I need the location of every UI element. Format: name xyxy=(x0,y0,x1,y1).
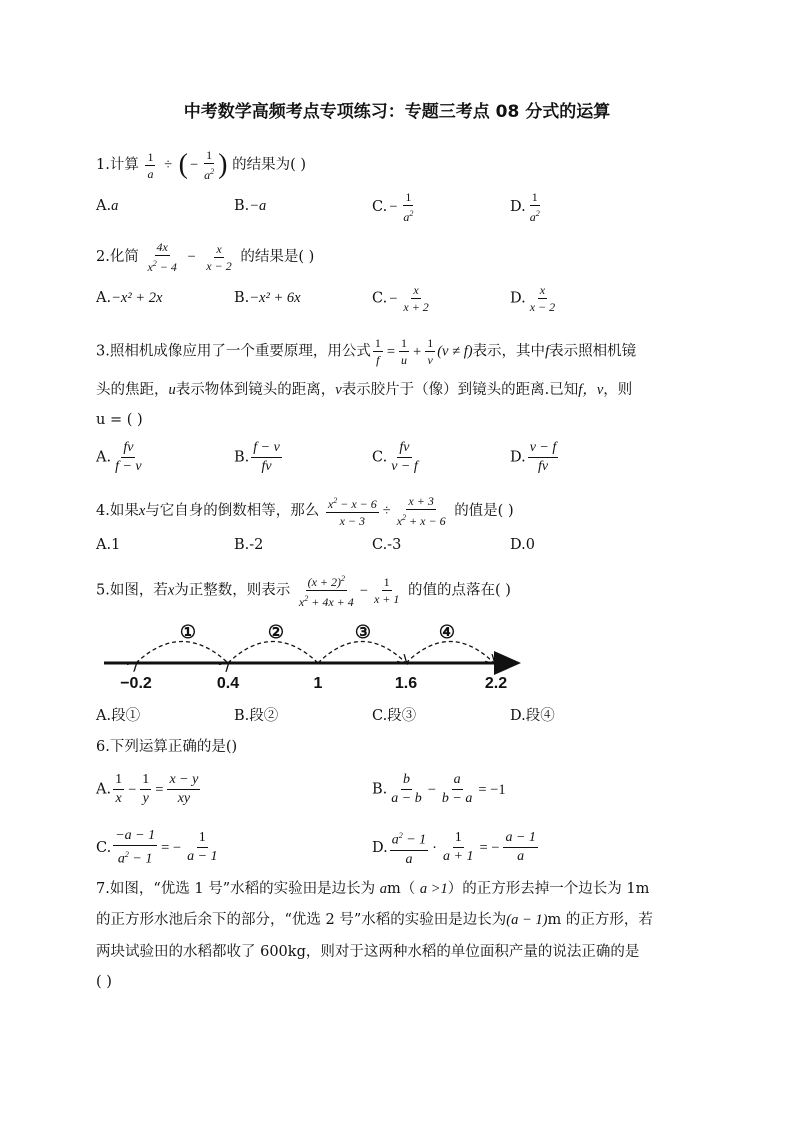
q5-option-d[interactable]: D.段④ xyxy=(510,708,555,724)
q2-option-b[interactable]: B.−x² + 6x xyxy=(234,290,301,306)
q4-option-a[interactable]: A.1 xyxy=(96,537,121,553)
tick-label-5: 2.2 xyxy=(484,675,508,692)
q1-option-b[interactable]: B.−a xyxy=(234,198,267,214)
q2-option-c[interactable]: C. − $\frac{x}{x + 2}$ xyxy=(372,283,429,314)
q6-option-d[interactable]: D. $\frac{a^2 - 1}{a}$ · $\frac{1}{a + 1}$ = − $\frac{a - 1}{a}$ xyxy=(372,828,540,868)
q1-prefix: 1.计算 xyxy=(96,157,139,173)
segment-label-4: ④ xyxy=(438,622,456,642)
question-7-line-3: 两块试验田的水稻都收了 600kg，则对于这两种水稻的单位面积产量的说法正确的是 xyxy=(96,944,640,960)
tick-label-2: 0.4 xyxy=(216,675,240,692)
q2-suffix: 的结果是( ) xyxy=(240,249,315,265)
tick-label-1: −0.2 xyxy=(120,675,152,692)
segment-label-2: ② xyxy=(267,622,285,642)
segment-label-3: ③ xyxy=(354,622,372,642)
q4-option-d[interactable]: D.0 xyxy=(510,537,535,553)
q5-option-b[interactable]: B.段② xyxy=(234,708,279,724)
question-3-line-2: 头的焦距，u表示物体到镜头的距离，v表示胶片于（像）到镜头的距离.已知f，v，则 xyxy=(96,382,633,398)
q1-option-a[interactable]: A.a xyxy=(96,198,119,214)
q1-option-c[interactable]: C. − $\frac{1}{a^2}$ xyxy=(372,190,414,224)
question-3-line-1: 3.照相机成像应用了一个重要原理，用公式 $\frac{1}{f}$ = $\frac{1}{u}$ + $\frac{1}{v}$ (v ≠ f)表示，其中f表示照相机镜 xyxy=(96,336,637,367)
q5-option-a[interactable]: A.段① xyxy=(96,708,141,724)
q1-frac-2: $\frac{1}{a^2}$ xyxy=(204,148,215,182)
arc-1 xyxy=(136,642,228,664)
question-7-line-4: ( ) xyxy=(96,974,112,990)
q3-option-a[interactable]: A. $\frac{fv}{f - v}$ xyxy=(96,440,142,474)
q6-option-c[interactable]: C. $\frac{-a - 1}{a^2 - 1}$ = − $\frac{1}{a - 1}$ xyxy=(96,828,218,867)
arc-4 xyxy=(406,642,494,664)
q3-option-c[interactable]: C. $\frac{fv}{v - f}$ xyxy=(372,440,418,474)
tick-label-4: 1.6 xyxy=(394,675,418,692)
q6-option-a[interactable]: A. $\frac{1}{x}$ − $\frac{1}{y}$ = $\frac{x - y}{xy}$ xyxy=(96,772,199,806)
question-4: 4.如果x与它自身的倒数相等，那么 $\frac{x^2 - x - 6}{x - 3}$ ÷ $\frac{x + 3}{x^2 + x - 6}$ 的值是( ) xyxy=(96,494,514,528)
tick-label-3: 1 xyxy=(313,675,323,692)
question-1: 1.计算 $\frac{1}{a}$ ÷ ( − $\frac{1}{a^2}$ ) 的结果为( ) xyxy=(96,148,307,182)
q4-option-b[interactable]: B.-2 xyxy=(234,537,264,553)
arc-3 xyxy=(318,642,406,664)
q3-option-d[interactable]: D. $\frac{v - f}{fv}$ xyxy=(510,440,557,474)
question-2: 2.化简 $\frac{4x}{x^2 - 4}$ − $\frac{x}{x - 2}$ 的结果是( ) xyxy=(96,240,315,274)
q1-option-d[interactable]: D. $\frac{1}{a^2}$ xyxy=(510,190,540,224)
question-5: 5.如图，若x为正整数，则表示 $\frac{(x + 2)^2}{x^2 + 4x + 4}$ − $\frac{1}{x + 1}$ 的值的点落在( ) xyxy=(96,574,511,609)
page-title: 中考数学高频考点专项练习：专题三考点 08 分式的运算 xyxy=(183,102,611,122)
q2-option-a[interactable]: A.−x² + 2x xyxy=(96,290,163,306)
q5-option-c[interactable]: C.段③ xyxy=(372,708,417,724)
q6-option-b[interactable]: B. $\frac{b}{a - b}$ − $\frac{a}{b - a}$ = −1 xyxy=(372,772,506,806)
question-3-line-3: u = ( ) xyxy=(96,412,143,428)
q2-frac-2: $\frac{x}{x - 2}$ xyxy=(206,241,232,273)
q2-option-d[interactable]: D. $\frac{x}{x - 2}$ xyxy=(510,283,556,314)
arc-2 xyxy=(228,642,318,664)
question-6: 6.下列运算正确的是() xyxy=(96,739,238,755)
question-7-line-2: 的正方形水池后余下的部分，“优选 2 号”水稻的实验田是边长为(a − 1)m 的正方形，若 xyxy=(96,912,653,928)
q1-suffix: 的结果为( ) xyxy=(232,157,307,173)
q1-frac-1: $\frac{1}{a}$ xyxy=(147,149,154,181)
q4-option-c[interactable]: C.-3 xyxy=(372,537,402,553)
number-line-figure xyxy=(96,612,536,694)
question-7-line-1: 7.如图，“优选 1 号”水稻的实验田是边长为 am（ a >1）的正方形去掉一个边长为 1m xyxy=(96,881,650,897)
q2-prefix: 2.化简 xyxy=(96,249,139,265)
segment-label-1: ① xyxy=(179,622,197,642)
q2-frac-1: $\frac{4x}{x^2 - 4}$ xyxy=(147,240,177,274)
q3-option-b[interactable]: B. $\frac{f - v}{fv}$ xyxy=(234,440,280,474)
